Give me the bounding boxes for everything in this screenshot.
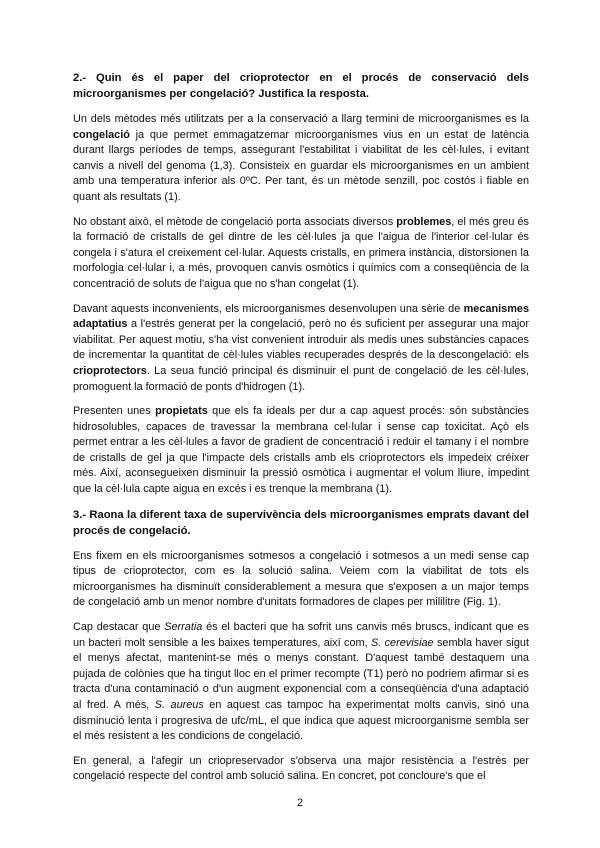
italic-species-s-cerevisiae: S. cerevisiae: [370, 636, 434, 649]
text-run: que els fa ideals per dur a cap aquest procés: són substàncies hidrosolubles, capaces de travessar la membrana cel·lular i sense cap toxicitat. Açò els permet entrar a les cèl·lules a favor de gradient de concentració i reduir el tamany i el nombre de cristalls de gel ja que l'impacte dels cristalls amb els crioprotectors els impedeix créixer més. Així, aconsegueixen disminuir la pressió osmòtica i augmentar el volum lliure, impedint que la cèl·lula capte aigua en excés i es trenque la membrana (1).: [73, 405, 529, 496]
paragraph-problemes: [73, 215, 529, 293]
paragraph-propietats: [73, 404, 529, 498]
text-run: Cap destacar que: [73, 621, 165, 634]
italic-species-s-aureus: S. aureus: [154, 699, 204, 711]
bold-term-crioprotectors: crioprotectors: [73, 364, 147, 377]
text-run: . La seua funció principal és disminuir el punt de congelació de les cèl·lules, promoguent la formació de ponts d'hidrogen (1).: [73, 364, 529, 393]
text-run: en aquest cas tampoc ha experimentat molts canvis, sinó una disminució lenta i progresiva de ufc/mL, el que indica que aquest microorganisme sembla ser el més resistent a les condicions de congelació.: [73, 699, 529, 743]
text-run: , el més greu és la formació de cristalls de gel dintre de les cèl·lules ja que l'aigua de l'interior cel·lular és congela i s'atura el creixement cel·lular. Aquests cristalls, en primera instància, distorsionen la morfologia cel·lular i, a més, provoquen canvis osmòtics i químics com a conseqüència de la concentració de soluts de l'aigua que no s'han congelat (1).: [73, 215, 529, 290]
bold-term-problemes: problemes: [396, 215, 452, 228]
text-run: Un dels mètodes més utilitzats per a la conservació a llarg termini de microorganismes es la: [73, 113, 529, 125]
bold-term-mecanismes-adaptatius: mecanismes adaptatius: [73, 302, 529, 331]
text-run: ja que permet emmagatzemar microorganismes vius en un estat de latència durant llargs períodes de temps, assegurant l'estabilitat i viabilitat de les cèl·lules, i evitant canvis a nivell del genoma (1,3). Consisteix en guardar els microorganismes en un ambient amb una temperatura inferior als 0ºC. Per tant, és un mètode senzill, poc costós i fiable en quant als resultats (1).: [73, 128, 529, 203]
text-run: Davant aquests inconvenients, els microorganismes desenvolupen una sèrie de: [73, 302, 464, 315]
text-run: és el bacteri que ha sofrit uns canvis més bruscs, indicant que es un bacteri molt sensible a les baixes temperatures, així com,: [73, 621, 529, 649]
question-2-heading: 2.- Quin és el paper del crioprotector en el procés de conservació dels microorganismes per congelació? Justifica la resposta.: [73, 72, 529, 100]
page-number: 2: [296, 797, 304, 809]
text-run: No obstant això, el mètode de congelació porta associats diversos: [73, 215, 397, 228]
text-run: Presenten unes: [73, 405, 156, 418]
bold-term-congelacio: congelació: [73, 128, 130, 141]
document-body: [73, 70, 529, 794]
paragraph-serratia: [73, 620, 529, 745]
text-run: sembla haver sigut el menys afectat, mantenint-se més o menys constant. D'aquest també destaquem una pujada de colònies que ha tingut lloc en el primer recompte (T1) però no podriem afirmar si es tracta d'una contaminació o d'un augment exponencial com a conseqüència d'una adaptació al fred. A més,: [73, 636, 529, 711]
paragraph-congelacio: [73, 112, 529, 206]
question-3-heading: 3.- Raona la diferent taxa de supervivència dels microorganismes emprats davant del procés de congelació.: [73, 508, 529, 537]
bold-term-propietats: propietats: [155, 405, 208, 418]
paragraph-solucio-salina: Ens fixem en els microorganismes sotmesos a congelació i sotmesos a un medi sense cap tipus de crioprotector, com es la solució salina. Veiem com la viabilitat de tots els microorganismes ha disminuït considerablement a mesura que s'exposen a un major temps de congelació amb un menor nombre d'unitats formadores de clapes per mililitre (Fig. 1).: [73, 549, 529, 609]
paragraph-mecanismes: [73, 302, 529, 396]
italic-species-serratia: Serratia: [164, 621, 203, 634]
text-run: a l'estrés generat per la congelació, però no és suficient per assegurar una major viabilitat. Per aquest motiu, s'ha vist convenient introduir als medis unes substàncies capaces de incrementar la quantitat de cèl·lules viables recuperades després de la descongelació: els: [73, 318, 529, 362]
paragraph-conclusio: En general, a l'afegir un criopreservador s'observa una major resistència a l'estrès per congelació respecte del control amb solució salina. En concret, pot concloure's que el: [73, 754, 529, 783]
